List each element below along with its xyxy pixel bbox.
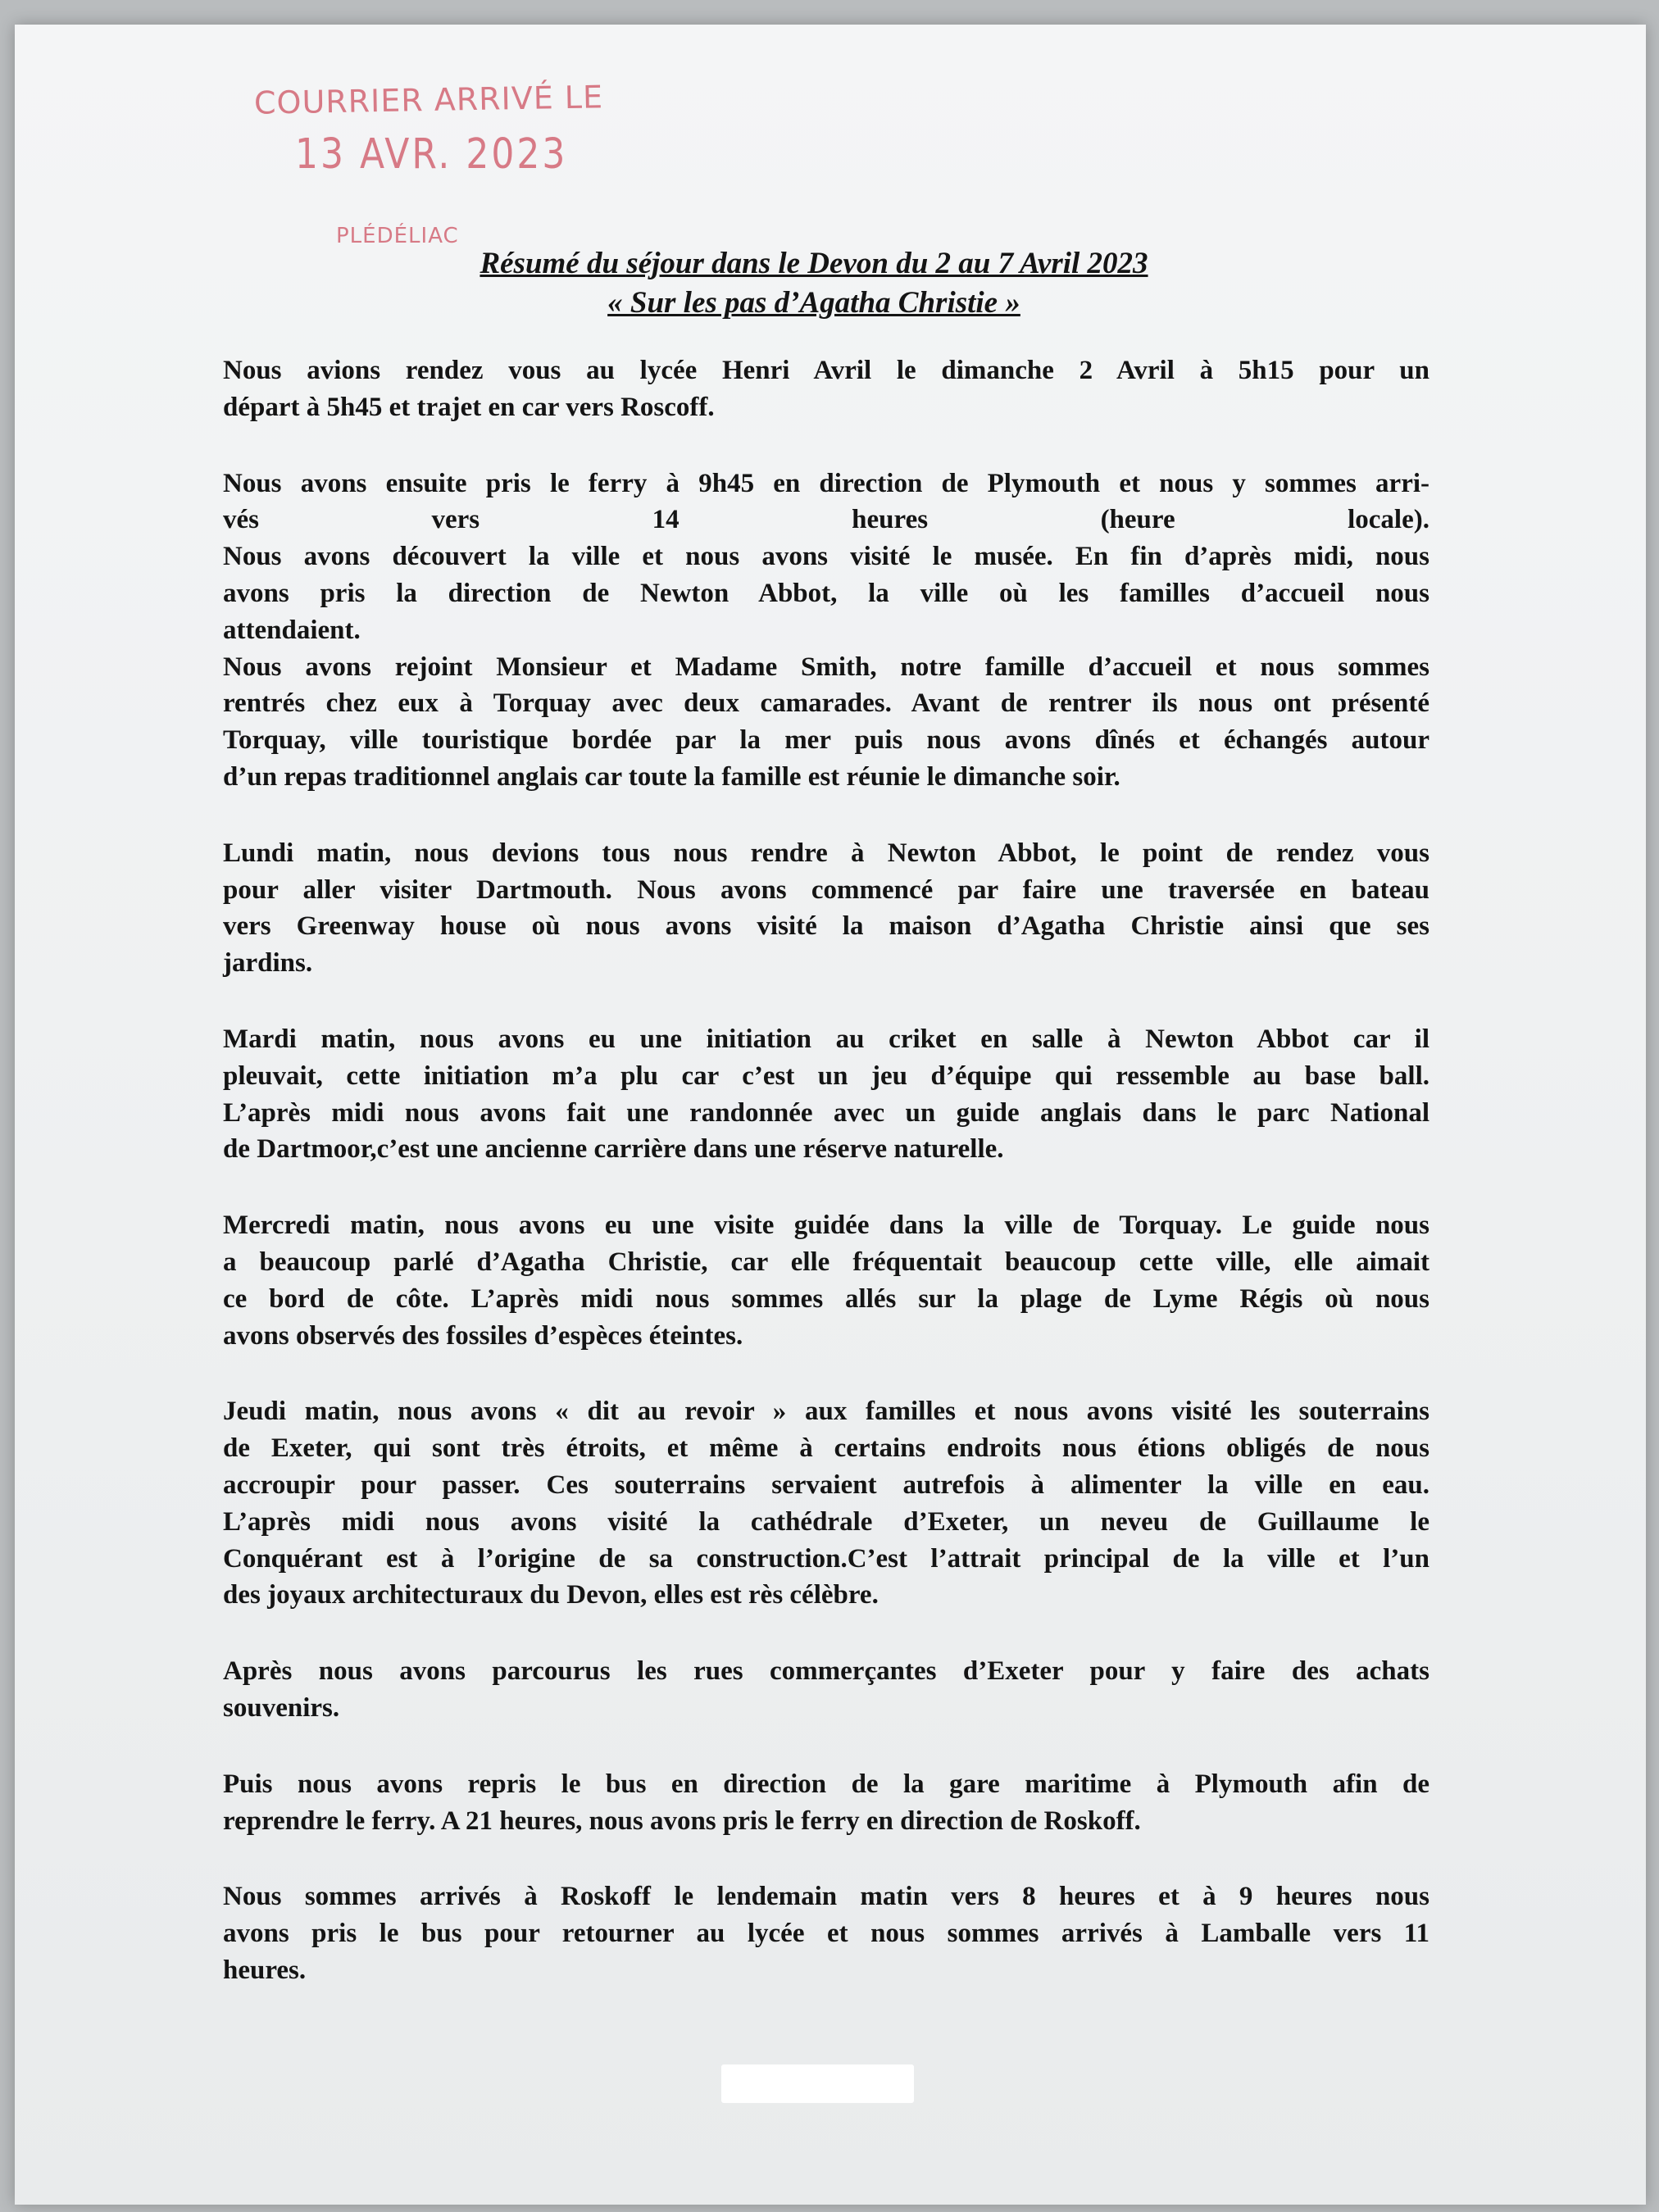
text-line: Mardi matin, nous avons eu une initiation au criket en salle à Newton Abbot car il (223, 1024, 1429, 1054)
text-line: d’un repas traditionnel anglais car toute la famille est réunie le dimanche soir. (223, 761, 1120, 792)
document-body (223, 244, 1429, 2028)
received-stamp-label: COURRIER ARRIVÉ LE (253, 79, 604, 121)
text-line: jardins. (223, 948, 313, 979)
text-line: accroupir pour passer. Ces souterrains servaient autrefois à alimenter la ville en eau. (223, 1469, 1429, 1500)
text-line: des joyaux architecturaux du Devon, elles est rès célèbre. (223, 1580, 879, 1610)
text-line: départ à 5h45 et trajet en car vers Roscoff. (223, 392, 715, 422)
text-line: vers Greenway house où nous avons visité la maison d’Agatha Christie ainsi que ses (223, 911, 1429, 942)
received-stamp-place: PLÉDÉLIAC (336, 224, 459, 248)
text-line: vés vers 14 heures (heure locale). (223, 505, 1429, 535)
paragraph (223, 1653, 1429, 1727)
text-line: pour aller visiter Dartmouth. Nous avons commencé par faire une traversée en bateau (223, 874, 1429, 905)
text-line: avons pris la direction de Newton Abbot, la ville où les familles d’accueil nous (223, 578, 1429, 608)
text-line: Conquérant est à l’origine de sa construction.C’est l’attrait principal de la ville et l’un (223, 1543, 1429, 1574)
text-line: Nous avons rejoint Monsieur et Madame Smith, notre famille d’accueil et nous sommes (223, 652, 1429, 682)
text-line: Mercredi matin, nous avons eu une visite guidée dans la ville de Torquay. Le guide nous (223, 1210, 1429, 1241)
paragraph (223, 835, 1429, 982)
text-line: Après nous avons parcourus les rues commerçantes d’Exeter pour y faire des achats (223, 1656, 1429, 1687)
text-line: Jeudi matin, nous avons « dit au revoir » aux familles et nous avons visité les souterrains (223, 1397, 1429, 1427)
title-line-2: « Sur les pas d’Agatha Christie » (607, 286, 1020, 320)
paragraph (223, 1393, 1429, 1614)
text-line: reprendre le ferry. A 21 heures, nous avons pris le ferry en direction de Roskoff. (223, 1805, 1141, 1836)
paragraph (223, 1207, 1429, 1354)
text-line: Nous sommes arrivés à Roskoff le lendemain matin vers 8 heures et à 9 heures nous (223, 1882, 1429, 1912)
text-line: L’après midi nous avons fait une randonnée avec un guide anglais dans le parc National (223, 1097, 1429, 1128)
text-line: Puis nous avons repris le bus en direction de la gare maritime à Plymouth afin de (223, 1769, 1429, 1799)
text-line: avons pris le bus pour retourner au lycée et nous sommes arrivés à Lamballe vers 11 (223, 1919, 1429, 1949)
text-line: souvenirs. (223, 1692, 340, 1723)
text-line: Nous avons découvert la ville et nous avons visité le musée. En fin d’après midi, nous (223, 542, 1429, 572)
text-line: Torquay, ville touristique bordée par la mer puis nous avons dînés et échangés autour (223, 725, 1429, 756)
text-line: heures. (223, 1955, 307, 1985)
text-line: pleuvait, cette initiation m’a plu car c’est un jeu d’équipe qui ressemble au base ball. (223, 1061, 1429, 1091)
document-title (211, 244, 1417, 323)
redacted-signature-area (721, 2064, 914, 2103)
document-content (223, 352, 1429, 1989)
paragraph (223, 466, 1429, 796)
text-line: ce bord de côte. L’après midi nous sommes allés sur la plage de Lyme Régis où nous (223, 1283, 1429, 1314)
text-line: a beaucoup parlé d’Agatha Christie, car elle fréquentait beaucoup cette ville, elle aimait (223, 1247, 1429, 1277)
received-stamp-date: 13 AVR. 2023 (295, 130, 568, 179)
text-line: L’après midi nous avons visité la cathédrale d’Exeter, un neveu de Guillaume le (223, 1506, 1429, 1537)
text-line: de Dartmoor,c’est une ancienne carrière dans une réserve naturelle. (223, 1134, 1004, 1165)
paragraph (223, 352, 1429, 426)
paragraph (223, 1021, 1429, 1168)
text-line: rentrés chez eux à Torquay avec deux camarades. Avant de rentrer ils nous ont présenté (223, 688, 1429, 719)
text-line: de Exeter, qui sont très étroits, et même à certains endroits nous étions obligés de nous (223, 1433, 1429, 1464)
text-line: Nous avions rendez vous au lycée Henri Avril le dimanche 2 Avril à 5h15 pour un (223, 356, 1429, 385)
text-line: attendaient. (223, 615, 361, 645)
text-line: Lundi matin, nous devions tous nous rendre à Newton Abbot, le point de rendez vous (223, 838, 1429, 868)
paragraph (223, 1878, 1429, 1988)
text-line: Nous avons ensuite pris le ferry à 9h45 en direction de Plymouth et nous y sommes arri- (223, 468, 1429, 498)
paragraph (223, 1766, 1429, 1840)
text-line: avons observés des fossiles d’espèces éteintes. (223, 1320, 743, 1351)
title-line-1: Résumé du séjour dans le Devon du 2 au 7 Avril 2023 (480, 247, 1148, 280)
